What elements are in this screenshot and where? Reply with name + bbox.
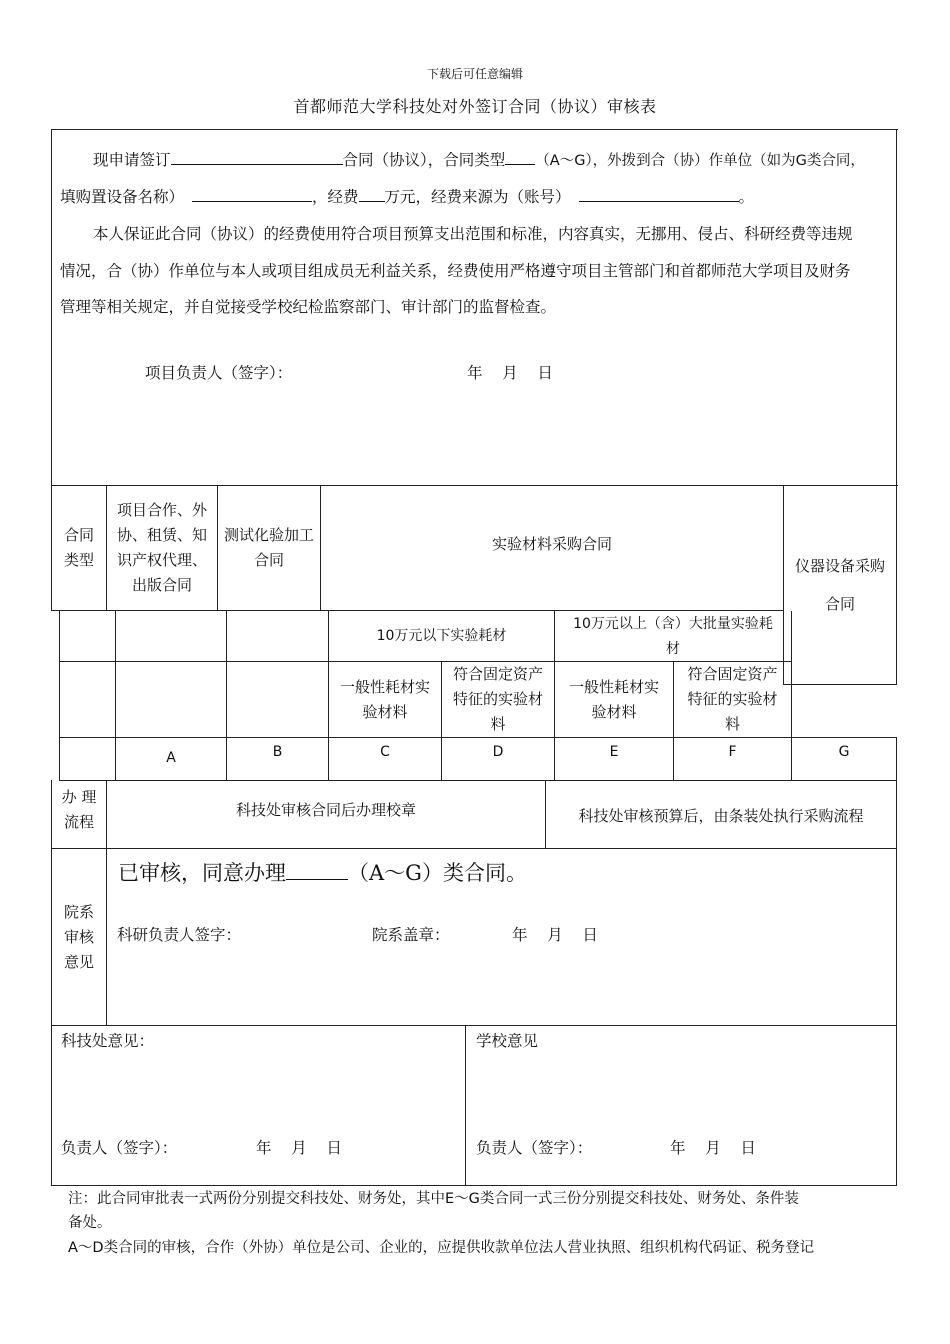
dept-statement <box>118 858 527 888</box>
type-letter-e: E <box>609 743 619 760</box>
dept-statement-b: （A～G）类合同。 <box>348 861 527 885</box>
border <box>896 737 897 781</box>
border <box>51 1185 897 1186</box>
type-cooperation <box>107 486 217 610</box>
type-equipment <box>784 486 896 684</box>
fixed-assets-1 <box>442 662 554 737</box>
apply-text: 万元，经费来源为（账号） <box>384 188 571 206</box>
border <box>896 129 897 685</box>
general-materials-1 <box>329 662 441 737</box>
dept-date-label: 年 月 日 <box>512 926 598 944</box>
pledge-line-3: 管理等相关规定，并自觉接受学校纪检监察部门、审计部门的监督检查。 <box>60 298 557 316</box>
process-label <box>52 783 106 837</box>
apply-text: 。 <box>738 188 755 206</box>
account-field[interactable] <box>579 187 739 202</box>
school-date-label: 年 月 日 <box>670 1139 756 1157</box>
dept-statement-a: 已审核，同意办理 <box>118 861 286 885</box>
leader-sign-label: 科研负责人签字： <box>117 926 242 944</box>
type-letter-d: D <box>492 743 504 760</box>
border <box>51 129 898 130</box>
contract-type-label <box>52 486 106 610</box>
apply-text: ，经费 <box>312 188 359 206</box>
border <box>51 848 897 849</box>
type-letter-g: G <box>838 743 850 760</box>
apply-text: 现申请签订 <box>93 151 171 169</box>
apply-text: 合同（协议），合同类型 <box>342 151 506 169</box>
type-letter-a: A <box>166 749 176 766</box>
equipment-name-field[interactable] <box>192 187 312 202</box>
page-title: 首都师范大学科技处对外签订合同（协议）审核表 <box>293 97 657 116</box>
process-label-text: 办 理 流程 <box>61 788 97 831</box>
border <box>59 611 60 781</box>
type-letter-c: C <box>380 743 390 760</box>
general-materials-2 <box>555 662 673 737</box>
dept-review-label-text: 院系审核意见 <box>63 902 94 971</box>
top-note: 下载后可任意编辑 <box>426 67 523 81</box>
pledge-line-2: 情况，合（协）作单位与本人或项目组成员无利益关系，经费使用严格遵守项目主管部门和首都师范大学项目及财务 <box>60 262 851 280</box>
school-opinion-label: 学校意见 <box>476 1032 539 1050</box>
application-line-2 <box>60 187 754 207</box>
general-materials-2-text: 一般性耗材实验材料 <box>569 677 660 721</box>
over-10k-header-text: 10万元以上（含）大批量实验耗材 <box>573 615 773 657</box>
sci-opinion-label: 科技处意见： <box>61 1032 155 1050</box>
school-sign-label: 负责人（签字）： <box>476 1139 593 1157</box>
type-cooperation-text: 项目合作、外协、租赁、知识产权代理、出版合同 <box>116 501 207 594</box>
dept-seal-label: 院系盖章： <box>372 926 450 944</box>
border <box>51 1025 897 1026</box>
apply-text: （A～G），外拨到合（协）作单位（如为G类合同， <box>535 153 865 169</box>
type-letter-f: F <box>728 743 737 760</box>
fixed-assets-1-text: 符合固定资产特征的实验材料 <box>453 665 544 733</box>
sci-sign-label: 负责人（签字）： <box>61 1139 178 1157</box>
note-line-2: 备处。 <box>68 1215 112 1231</box>
type-materials: 实验材料采购合同 <box>491 534 612 553</box>
under-10k-header: 10万元以下实验耗材 <box>376 628 507 644</box>
type-testing <box>218 486 320 610</box>
fixed-assets-2-text: 符合固定资产特征的实验材料 <box>687 665 778 733</box>
contract-type-label-text: 合同类型 <box>63 526 94 569</box>
date-label: 年 月 日 <box>467 364 553 382</box>
over-10k-header <box>555 612 791 661</box>
border <box>59 780 897 781</box>
amount-field[interactable] <box>359 187 385 202</box>
contract-name-field[interactable] <box>171 150 343 165</box>
process-left: 科技处审核合同后办理校章 <box>235 800 416 819</box>
type-equipment-text: 仪器设备采购合同 <box>794 557 885 613</box>
application-line-1 <box>93 150 865 171</box>
border <box>783 684 897 685</box>
note-line-3: A～D类合同的审核，合作（外协）单位是公司、企业的，应提供收款单位法人营业执照、组织机构代码证、税务登记 <box>68 1240 815 1256</box>
process-right: 科技处审核预算后，由条装处执行采购流程 <box>578 806 864 825</box>
note-line-1: 注：此合同审批表一式两份分别提交科技处、财务处，其中E～G类合同一式三份分别提交科技处、财务处、条件装 <box>68 1191 799 1207</box>
type-testing-text: 测试化验加工合同 <box>224 526 315 569</box>
pledge-line-1: 本人保证此合同（协议）的经费使用符合项目预算支出范围和标准，内容真实，无挪用、侵占、科研经费等违规 <box>93 225 853 243</box>
contract-type-field[interactable] <box>505 150 535 165</box>
border <box>465 1025 466 1186</box>
general-materials-1-text: 一般性耗材实验材料 <box>340 677 431 721</box>
approved-type-field[interactable] <box>286 860 348 880</box>
type-letter-b: B <box>272 743 283 760</box>
dept-review-label <box>52 849 106 1025</box>
fixed-assets-2 <box>674 662 791 737</box>
signature-label: 项目负责人（签字）： <box>145 364 293 382</box>
border <box>896 780 897 1186</box>
apply-text: 填购置设备名称） <box>60 188 185 206</box>
sci-date-label: 年 月 日 <box>256 1139 342 1157</box>
